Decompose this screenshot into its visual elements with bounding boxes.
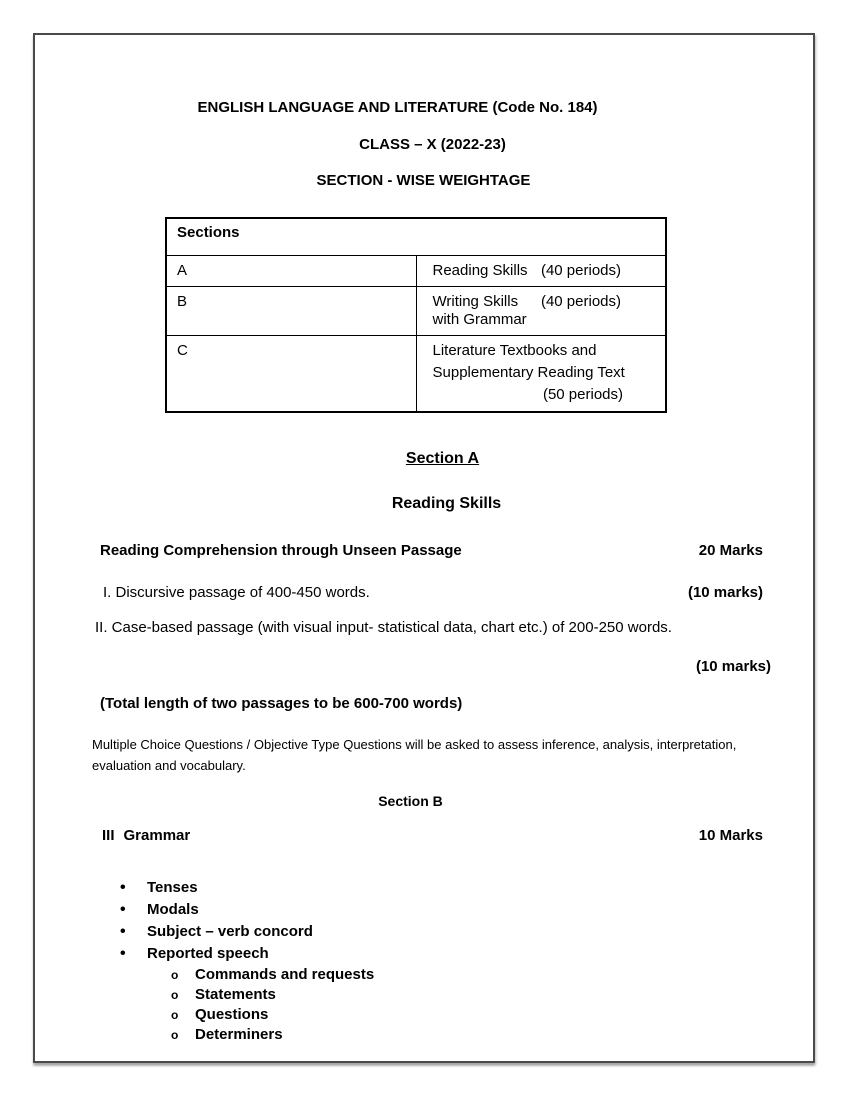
- bullet-item-tenses: [92, 879, 763, 896]
- page-border: [33, 33, 815, 1063]
- circle-bullet-icon: o: [171, 988, 179, 1002]
- circle-bullet-icon: o: [171, 1008, 179, 1022]
- sub-bullet-item-commands: [92, 965, 763, 985]
- sub-bullet-label: Questions: [195, 1006, 269, 1023]
- document-weightage-line: SECTION - WISE WEIGHTAGE: [316, 172, 531, 189]
- section-code: A: [166, 256, 416, 287]
- passage-item-1-text: I. Discursive passage of 400-450 words.: [103, 584, 370, 601]
- bullet-icon: •: [120, 879, 126, 896]
- sub-bullet-label: Commands and requests: [195, 966, 375, 983]
- table-row-a: [166, 256, 666, 287]
- section-a-heading: Section A: [405, 450, 480, 467]
- section-code: C: [166, 336, 416, 413]
- section-periods: (40 periods): [540, 262, 621, 279]
- comprehension-marks: 20 Marks: [698, 542, 763, 559]
- table-row-b: [166, 287, 666, 336]
- grammar-title: Grammar: [123, 827, 191, 844]
- sub-bullet-item-statements: [92, 985, 763, 1005]
- section-name: Writing Skills with Grammar: [432, 293, 527, 328]
- bullet-label: Modals: [147, 901, 199, 918]
- table-row-c: [166, 336, 666, 413]
- section-periods: (40 periods): [540, 293, 621, 310]
- grammar-marks: 10 Marks: [698, 827, 763, 844]
- sub-bullet-item-determiners: [92, 1025, 763, 1045]
- bullet-label: Subject – verb concord: [147, 923, 313, 940]
- bullet-label: Tenses: [147, 879, 198, 896]
- passage-item-1: [92, 584, 763, 602]
- document-title: ENGLISH LANGUAGE AND LITERATURE (Code No. 184): [197, 99, 598, 116]
- grammar-bullet-list: [92, 879, 763, 962]
- section-code: B: [166, 287, 416, 336]
- circle-bullet-icon: o: [171, 968, 179, 982]
- sub-bullet-label: Determiners: [195, 1026, 283, 1043]
- document-class-line: CLASS – X (2022-23): [359, 136, 506, 153]
- mcq-note: Multiple Choice Questions / Objective Type Questions will be asked to assess inference, analysis, interpretation, evaluation and vocabulary.: [92, 737, 737, 773]
- section-name: Reading Skills: [432, 262, 528, 279]
- sub-bullet-label: Statements: [195, 986, 276, 1003]
- passage-item-2-marks: (10 marks): [695, 658, 771, 675]
- reported-speech-sublist: [92, 965, 763, 1045]
- bullet-icon: •: [120, 945, 126, 962]
- circle-bullet-icon: o: [171, 1028, 179, 1042]
- bullet-label: Reported speech: [147, 945, 269, 962]
- section-periods: (50 periods): [542, 386, 623, 403]
- comprehension-title: Reading Comprehension through Unseen Passage: [100, 542, 462, 559]
- grammar-row: [92, 827, 763, 845]
- sub-bullet-item-questions: [92, 1005, 763, 1025]
- comprehension-row: [92, 542, 763, 560]
- section-b-heading: Section B: [378, 793, 443, 809]
- reading-skills-heading: Reading Skills: [391, 495, 502, 512]
- document-body: [35, 99, 813, 1045]
- passage-item-1-marks: (10 marks): [687, 584, 763, 601]
- passage-item-2-text: II. Case-based passage (with visual input- statistical data, chart etc.) of 200-250 words.: [95, 619, 672, 636]
- bullet-item-subject-verb-concord: [92, 923, 763, 940]
- bullet-item-modals: [92, 901, 763, 918]
- title-block: [92, 99, 763, 190]
- section-name: Literature Textbooks and Supplementary Reading Text: [432, 342, 625, 381]
- table-header-sections: Sections: [166, 218, 666, 256]
- bullet-icon: •: [120, 901, 126, 918]
- grammar-numeral: III: [102, 827, 115, 844]
- bullet-icon: •: [120, 923, 126, 940]
- total-length-note: (Total length of two passages to be 600-700 words): [100, 695, 463, 712]
- sections-table: [165, 217, 667, 413]
- table-header-row: [166, 218, 666, 256]
- bullet-item-reported-speech: [92, 945, 763, 962]
